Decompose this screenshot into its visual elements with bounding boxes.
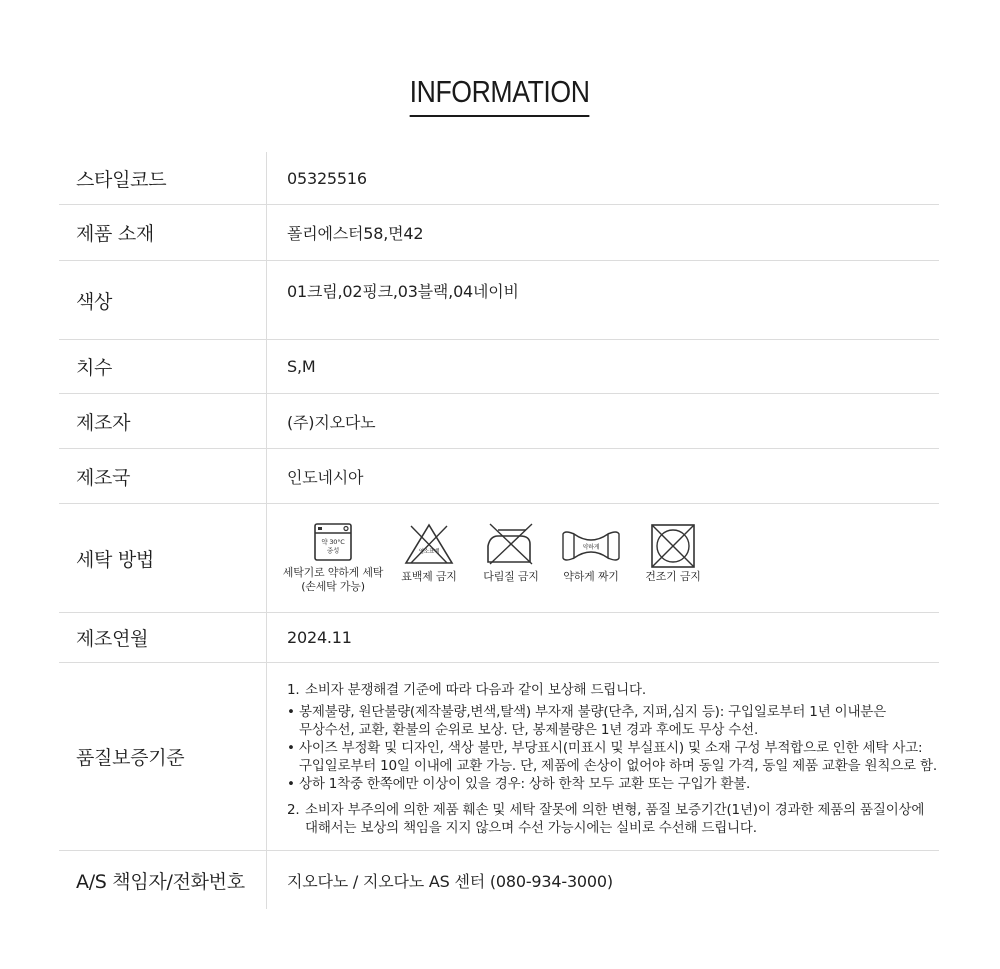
row-date xyxy=(59,613,939,663)
row-country xyxy=(59,449,939,504)
wash-item xyxy=(471,522,551,584)
wash-caption: (손세탁 가능) xyxy=(301,580,365,593)
row-quality xyxy=(59,663,939,851)
icon-inner-text: 약하게 xyxy=(582,544,600,551)
wash-caption: 세탁기로 약하게 세탁 xyxy=(282,566,384,579)
row-material xyxy=(59,205,939,261)
row-label: A/S 책임자/전화번호 xyxy=(59,851,267,909)
quality-bullet: • 사이즈 부정확 및 디자인, 색상 불만, 부당표시(미표시 및 부실표시) 및 소재 구성 부적합으로 인한 세탁 사고: 구입일로부터 10일 이내에 교환 가능. 단, 제품에 손상이 없어야 하며 동일 가격, 동일 제품 교환을 원칙으로 함. xyxy=(287,740,937,774)
row-label: 스타일코드 xyxy=(59,152,267,204)
icon-inner-text: 염소표백 xyxy=(418,549,440,555)
page-title: INFORMATION xyxy=(410,72,590,117)
no-iron-icon xyxy=(484,522,538,566)
item-number: 2. xyxy=(287,802,300,818)
row-value: S,M xyxy=(287,357,316,376)
bullet-text: 상하 1착중 한쪽에만 이상이 있을 경우: 상하 한착 모두 교환 또는 구입가 환불. xyxy=(299,776,751,792)
bullet-text: 무상수선, 교환, 환불의 순위로 보상. 단, 봉제불량은 1년 경과 후에도 무상 수선. xyxy=(299,722,759,738)
row-size xyxy=(59,340,939,394)
icon-inner-text: 중성 xyxy=(326,546,340,555)
row-value: 폴리에스터58,면42 xyxy=(287,224,424,243)
no-bleach-icon xyxy=(403,522,455,566)
quality-item-1 xyxy=(287,681,939,699)
item-text: 소비자 분쟁해결 기준에 따라 다음과 같이 보상해 드립니다. xyxy=(305,682,646,698)
bullet-text: 구입일로부터 10일 이내에 교환 가능. 단, 제품에 손상이 없어야 하며 동일 가격, 동일 제품 교환을 원칙으로 함. xyxy=(299,758,937,774)
row-as xyxy=(59,851,939,909)
quality-text xyxy=(267,663,939,850)
row-value: 지오다노 / 지오다노 AS 센터 (080-934-3000) xyxy=(287,871,613,891)
row-label: 제품 소재 xyxy=(59,205,267,260)
bullet-text: 사이즈 부정확 및 디자인, 색상 불만, 부당표시(미표시 및 부실표시) 및 소재 구성 부적합으로 인한 세탁 사고: xyxy=(299,740,923,756)
row-maker xyxy=(59,394,939,449)
icon-inner-text: 약 30°C xyxy=(321,538,345,546)
row-washing xyxy=(59,504,939,613)
title-wrap xyxy=(0,72,1000,117)
wash-item xyxy=(279,522,387,594)
info-table xyxy=(59,152,939,909)
wash-icons xyxy=(267,504,939,612)
row-value: 2024.11 xyxy=(287,628,352,647)
wash-caption: 약하게 짜기 xyxy=(563,570,619,583)
row-label: 색상 xyxy=(59,261,267,339)
row-value: 05325516 xyxy=(287,168,367,188)
row-style-code xyxy=(59,152,939,205)
row-value: (주)지오다노 xyxy=(287,412,376,432)
row-label: 품질보증기준 xyxy=(59,663,267,850)
no-tumble-dry-icon xyxy=(649,522,697,570)
quality-bullet: • 봉제불량, 원단불량(제작불량,변색,탈색) 부자재 불량(단추, 지퍼,심지 등): 구입일로부터 1년 이내분은 무상수선, 교환, 환불의 순위로 보상. 단, 봉제불량은 1년 경과 후에도 무상 수선. xyxy=(287,704,886,738)
wash-caption: 표백제 금지 xyxy=(401,570,457,583)
quality-bullet: • 상하 1착중 한쪽에만 이상이 있을 경우: 상하 한착 모두 교환 또는 구입가 환불. xyxy=(287,776,751,792)
quality-item-2 xyxy=(287,801,939,837)
row-label: 제조자 xyxy=(59,394,267,448)
row-color xyxy=(59,261,939,340)
row-value: 01크림,02핑크,03블랙,04네이비 xyxy=(287,282,519,301)
row-value: 인도네시아 xyxy=(287,467,364,487)
wash-item xyxy=(631,522,715,584)
row-label: 제조국 xyxy=(59,449,267,503)
item-text: 대해서는 보상의 책임을 지지 않으며 수선 가능시에는 실비로 수선해 드립니다. xyxy=(305,820,757,836)
wash-item xyxy=(387,522,471,584)
item-number: 1. xyxy=(287,682,300,698)
gentle-wring-icon xyxy=(561,522,621,566)
wash-caption: 다림질 금지 xyxy=(483,570,539,583)
row-label: 세탁 방법 xyxy=(59,504,267,612)
bullet-text: 봉제불량, 원단불량(제작불량,변색,탈색) 부자재 불량(단추, 지퍼,심지 등): 구입일로부터 1년 이내분은 xyxy=(299,704,886,720)
wash-caption: 건조기 금지 xyxy=(645,570,701,583)
wash-item xyxy=(551,522,631,584)
row-label: 제조연월 xyxy=(59,613,267,662)
item-text: 소비자 부주의에 의한 제품 훼손 및 세탁 잘못에 의한 변형, 품질 보증기간(1년)이 경과한 제품의 품질이상에 xyxy=(305,802,925,818)
row-label: 치수 xyxy=(59,340,267,393)
washtub-icon xyxy=(313,522,353,562)
